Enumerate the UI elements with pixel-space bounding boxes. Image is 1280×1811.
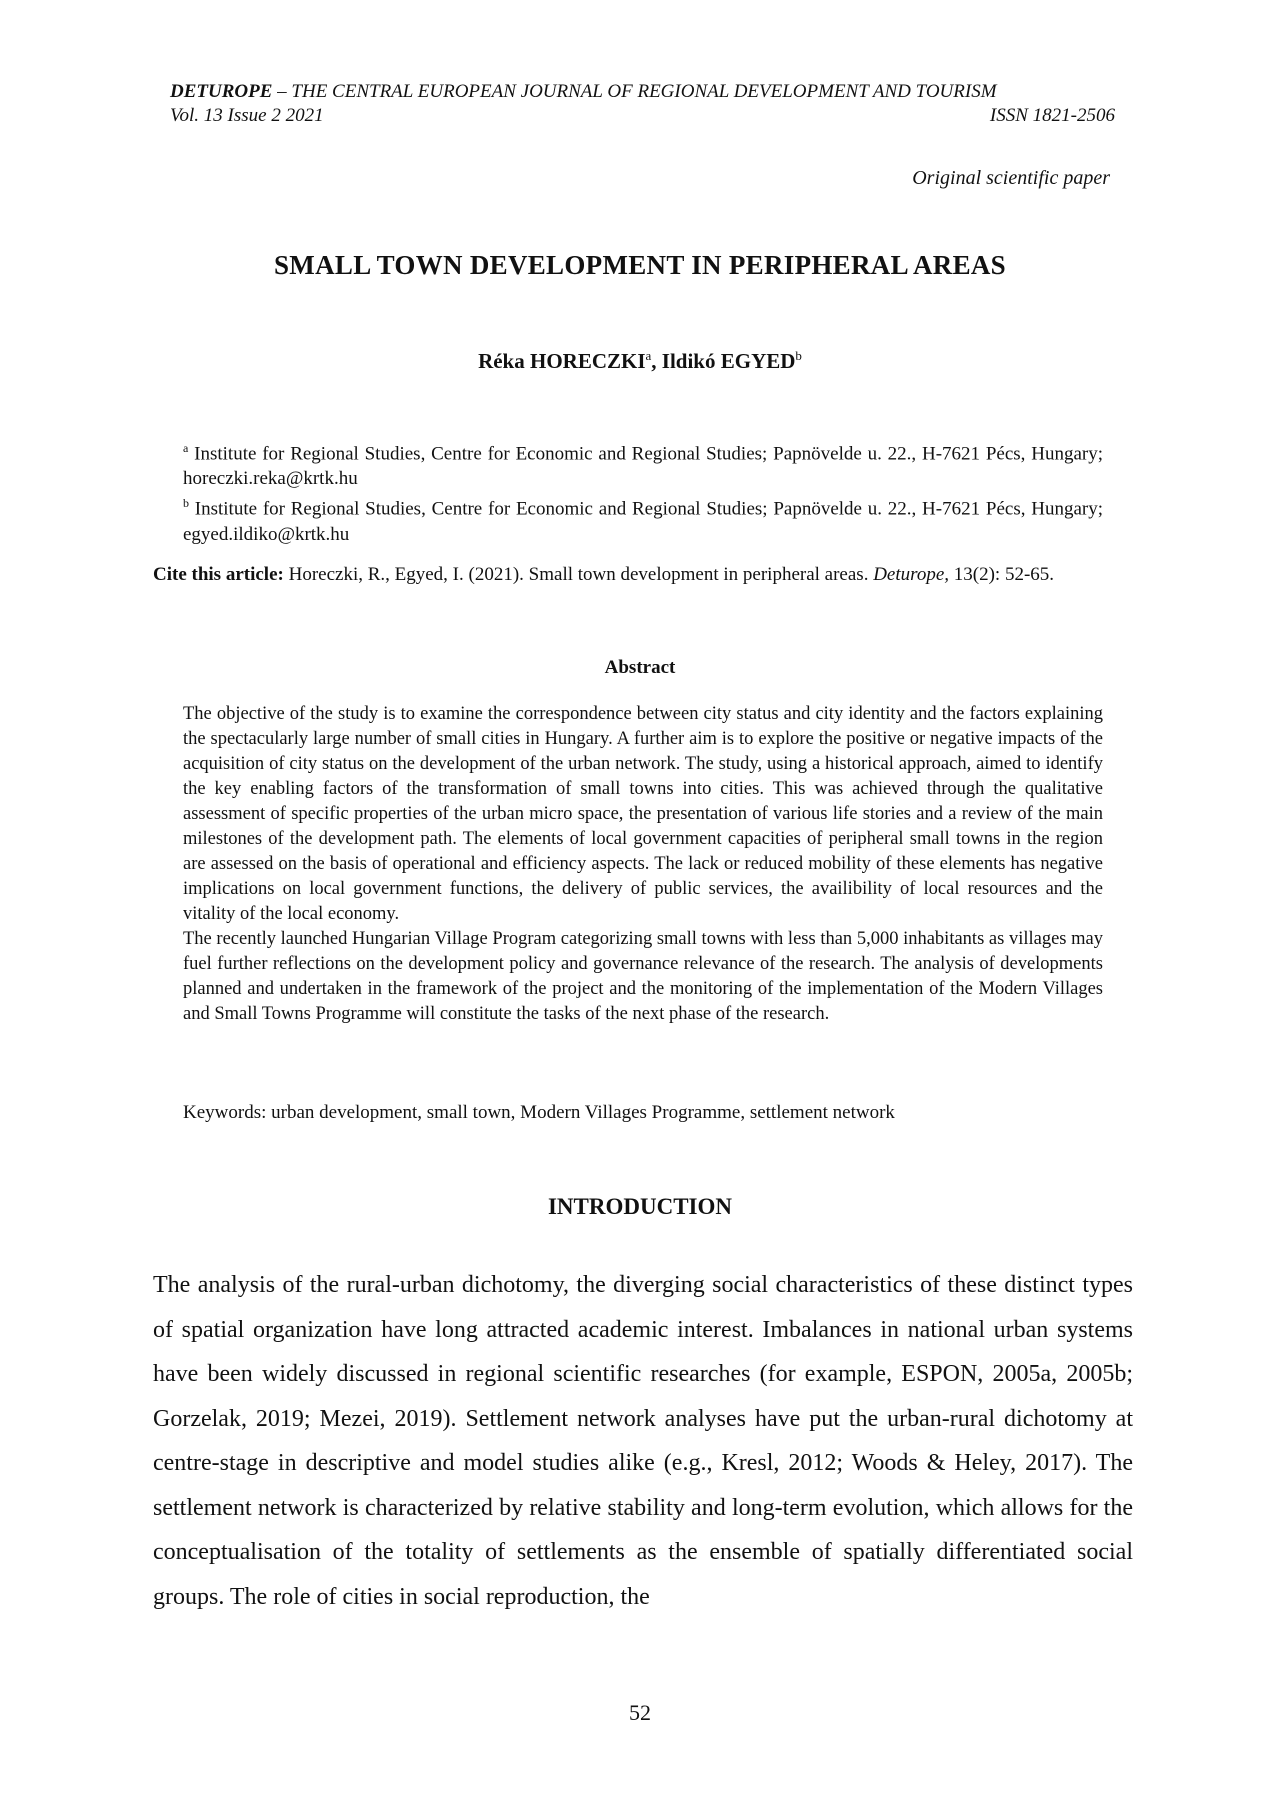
affiliation bbox=[183, 436, 1103, 491]
citation-text-end: 13(2): 52-65. bbox=[949, 564, 1055, 585]
citation-text: Horeczki, R., Egyed, I. (2021). Small town development in peripheral areas. bbox=[283, 564, 874, 585]
abstract-paragraph: The objective of the study is to examine the correspondence between city status and city identity and the factors explaining the spectacularly large number of small cities in Hungary. A further aim is to explore the positive or negative impacts of the acquisition of city status on the development of the urban network. The study, using a historical approach, aimed to identify the key enabling factors of the transformation of small towns into cities. This was achieved through the qualitative assessment of specific properties of the urban micro space, the presentation of various life stories and a review of the main milestones of the development path. The elements of local government capacities of peripheral small towns in the region are assessed on the basis of operational and efficiency aspects. The lack or reduced mobility of these elements has negative implications on local government functions, the delivery of public services, the availibility of local resources and the vitality of the local economy. bbox=[183, 704, 1103, 924]
affiliation-text: Institute for Regional Studies, Centre for Economic and Regional Studies; Papnövelde u. 22., H-7621 Pécs, Hungary; egyed.ildiko@krtk.hu bbox=[183, 498, 1103, 545]
paper-title: SMALL TOWN DEVELOPMENT IN PERIPHERAL AREAS bbox=[273, 250, 1006, 280]
journal-name-rest: – THE CENTRAL EUROPEAN JOURNAL OF REGIONAL DEVELOPMENT AND TOURISM bbox=[272, 81, 997, 102]
author-list bbox=[0, 348, 1280, 374]
journal-header bbox=[170, 80, 1115, 128]
affiliation-marker: a bbox=[183, 441, 189, 455]
author-superscript: a bbox=[645, 348, 652, 363]
affiliation-text: Institute for Regional Studies, Centre for Economic and Regional Studies; Papnövelde u. 22., H-7621 Pécs, Hungary; horeczki.reka@krtk.hu bbox=[183, 443, 1103, 490]
affiliation-marker: b bbox=[183, 496, 189, 511]
author-superscript: b bbox=[795, 348, 802, 363]
introduction-body bbox=[153, 1263, 1133, 1619]
abstract-heading: Abstract bbox=[604, 657, 676, 678]
keywords: Keywords: urban development, small town, Modern Villages Programme, settlement network bbox=[183, 1102, 895, 1123]
introduction-heading: INTRODUCTION bbox=[547, 1194, 733, 1219]
affiliations bbox=[183, 436, 1103, 547]
author-name: Réka HORECZKI bbox=[478, 349, 646, 373]
citation-label: Cite this article: bbox=[153, 564, 284, 585]
citation-journal: Deturope, bbox=[873, 564, 950, 585]
body-paragraph: The analysis of the rural-urban dichotomy, the diverging social characteristics of these distinct types of spatial organization have long attracted academic interest. Imbalances in national urban systems have been widely discussed in regional scientific researches (for example, ESPON, 2005a, 2005b; Gorzelak, 2019; Mezei, 2019). Settlement network analyses have put the urban-rural dichotomy at centre-stage in descriptive and model studies alike (e.g., Kresl, 2012; Woods & Heley, 2017). The settlement network is characterized by relative stability and long-term evolution, which allows for the conceptualisation of the totality of settlements as the ensemble of spatially differentiated social groups. The role of cities in social reproduction, the bbox=[153, 1272, 1133, 1610]
citation bbox=[153, 562, 1133, 587]
journal-volume: Vol. 13 Issue 2 2021 bbox=[170, 105, 324, 126]
author-name: Ildikó EGYED bbox=[661, 349, 796, 373]
page-number: 52 bbox=[629, 1700, 651, 1725]
journal-name-bold: DETUROPE bbox=[170, 81, 273, 102]
abstract-paragraph: The recently launched Hungarian Village Program categorizing small towns with less than 5,000 inhabitants as villages may fuel further reflections on the development policy and governance relevance of the research. The analysis of developments planned and undertaken in the framework of the project and the monitoring of the implementation of the Modern Villages and Small Towns Programme will constitute the tasks of the next phase of the research. bbox=[183, 929, 1103, 1024]
journal-issn: ISSN 1821-2506 bbox=[989, 105, 1115, 126]
abstract-body bbox=[183, 702, 1103, 1027]
paper-type: Original scientific paper bbox=[912, 167, 1110, 189]
affiliation bbox=[183, 491, 1103, 546]
author-separator: , bbox=[651, 349, 662, 373]
journal-name bbox=[170, 80, 1115, 104]
